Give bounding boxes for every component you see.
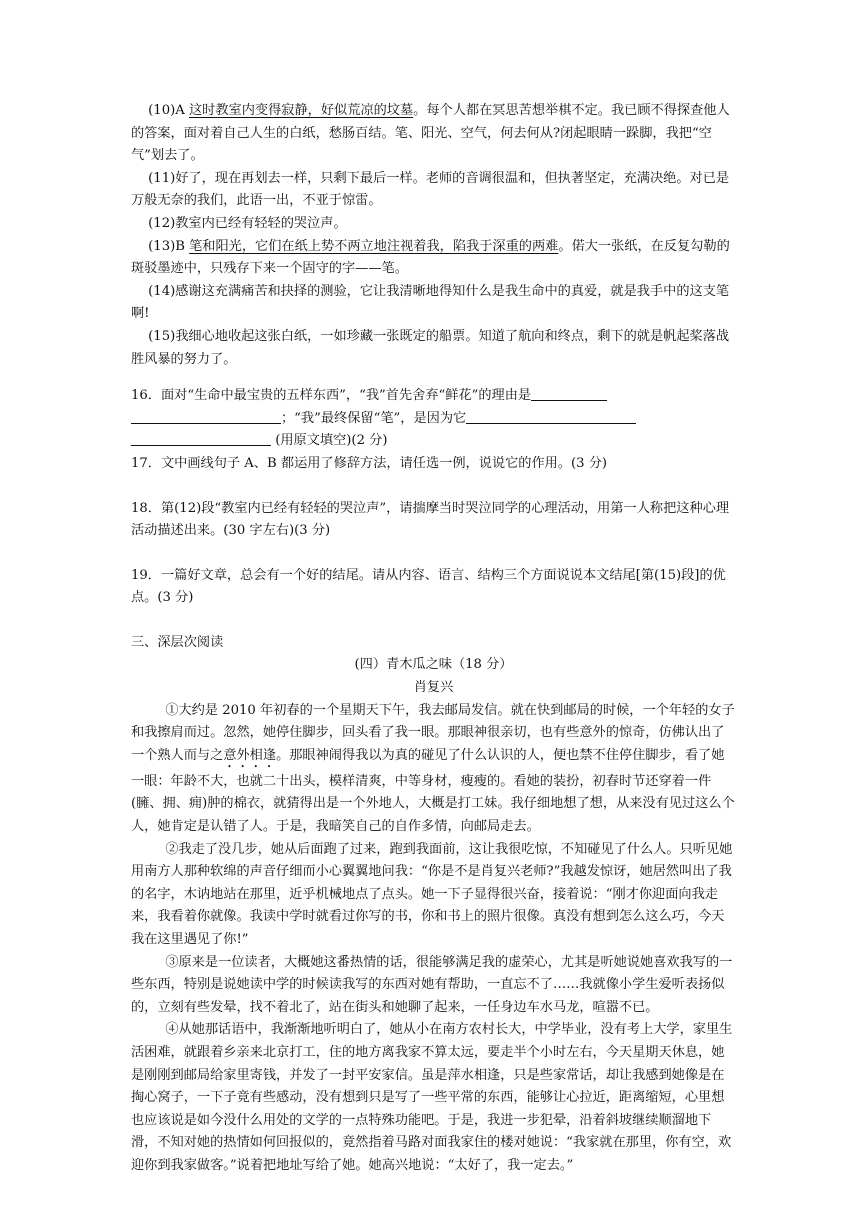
paragraph-number: (10)A bbox=[148, 103, 189, 118]
paragraph-number: (13)B bbox=[148, 238, 190, 254]
answer-blank[interactable] bbox=[466, 409, 636, 424]
article-author: 肖复兴 bbox=[413, 680, 454, 696]
paragraph-12: (12)教室内已经有轻轻的哭泣声。 bbox=[148, 215, 347, 231]
article-paragraph-1: ①大约是 2010 年初春的一个星期天下午，我去邮局发信。就在快到邮局的时候，一个年轻的女子和我擦肩而过。忽然，她停住脚步，回头看了我一眼。那眼神很亲切，也有些意外的惊奇，仿佛认出了一个熟人而与之意外相逢。那眼神闹得我以为真的碰见了什么认识的人，便也禁不住停住脚步，看了她一眼：年龄不大，也就二十出头，模样清爽，中等身材，瘦瘦的。看她的装扮，初春时节还穿着一件(臃、拥、痈)肿的棉衣，就猜得出是一个外地人，大概是打工妹。我仔细地想了想，从来没有见过这么个人，她肯定是认错了人。于是，我暗笑自己的自作多情，向邮局走去。 bbox=[131, 702, 735, 835]
paragraph-10 bbox=[131, 100, 736, 168]
paragraph-text: 。每个人都在冥思苦想举棋不定。我已顾不得探查他人的答案，面对着自己人生的白纸，愁肠百结。笔、阳光、空气，何去何从?闭起眼睛一跺脚，我把“空气”划去了。 bbox=[131, 103, 730, 164]
dotted-phrase: 意外相逢 bbox=[223, 747, 277, 763]
paragraph-11: (11)好了，现在再划去一样，只剩下最后一样。老师的音调很温和，但执著坚定，充满决绝。对已是万般无奈的我们，此语一出，不亚于惊雷。 bbox=[131, 170, 730, 209]
paragraph-13 bbox=[131, 236, 736, 281]
paragraph-14: (14)感谢这充满痛苦和抉择的测验，它让我清晰地得知什么是我生命中的真爱，就是我手中的这支笔啊! bbox=[131, 283, 730, 322]
answer-blank[interactable] bbox=[531, 386, 607, 401]
paragraph-15: (15)我细心地收起这张白纸，一如珍藏一张既定的船票。知道了航向和终点，剩下的就是帆起桨落战胜风暴的努力了。 bbox=[131, 328, 730, 367]
article-paragraph-2: ②我走了没几步，她从后面跑了过来，跑到我面前，这让我很吃惊，不知碰见了什么人。只听见她用南方人那种软绵的声音仔细而小心翼翼地问我：“你是不是肖复兴老师?”我越发惊讶，她居然叫出了我的名字，木讷地站在那里，近乎机械地点了点头。她一下子显得很兴奋，接着说：“刚才你迎面向我走来，我看着你就像。我读中学时就看过你写的书，你和书上的照片很像。真没有想到怎么这么巧，今天我在这里遇见了你!” bbox=[131, 841, 733, 947]
article-paragraph-3: ③原来是一位读者，大概她这番热情的话，很能够满足我的虚荣心，尤其是听她说她喜欢我写的一些东西，特别是说她读中学的时候读我写的东西对她有帮助，一直忘不了……我就像小学生爱听表扬似的，立刻有些发晕，找不着北了，站在街头和她聊了起来，一任身边车水马龙，喧嚣不已。 bbox=[131, 954, 733, 1015]
paragraph-text: 。偌大一张纸，在反复勾勒的斑驳墨迹中，只残存下来一个固守的字——笔。 bbox=[131, 238, 730, 277]
article-title: (四）青木瓜之味（18 分） bbox=[354, 657, 513, 673]
answer-blank[interactable] bbox=[131, 431, 271, 446]
exam-page bbox=[131, 100, 736, 1178]
question-16: 16．面对“生命中最宝贵的五样东西”，“我”首先舍弃“鲜花”的理由是 ；“我”最终保留“笔”，是因为它 (用原文填空)(2 分) bbox=[131, 385, 736, 453]
article-paragraph-4: ④从她那话语中，我渐渐地听明白了，她从小在南方农村长大，中学毕业，没有考上大学，家里生活困难，就跟着乡亲来北京打工，住的地方离我家不算太远，要走半个小时左右，今天星期天休息，她是刚刚到邮局给家里寄钱，并发了一封平安家信。虽是萍水相逢，只是些家常话，却让我感到她像是在掏心窝子，一下子竟有些感动，没有想到只是写了一些平常的东西，能够让心拉近，距离缩短，心里想也应该说是如今没什么用处的文学的一点特殊功能吧。于是，我进一步犯晕，沿着斜坡继续顺溜地下滑，不知对她的热情如何回报似的，竟然指着马路对面我家住的楼对她说：“我家就在那里，你有空，欢迎你到我家做客。”说着把地址写给了她。她高兴地说：“太好了，我一定去。” bbox=[131, 1022, 733, 1173]
section-heading: 三、深层次阅读 bbox=[131, 634, 224, 650]
underlined-sentence-a: 这时教室内变得寂静，好似荒凉的坟墓 bbox=[188, 103, 414, 118]
question-18: 18．第(12)段“教室内已经有轻轻的哭泣声”，请揣摩当时哭泣同学的心理活动，用第一人称把这种心理活动描述出来。(30 字左右)(3 分) bbox=[131, 500, 730, 539]
question-19: 19．一篇好文章，总会有一个好的结尾。请从内容、语言、结构三个方面说说本文结尾[第(15)段]的优点。(3 分) bbox=[131, 567, 726, 606]
underlined-sentence-b: 笔和阳光，它们在纸上势不两立地注视着我，陷我于深重的两难 bbox=[189, 238, 559, 254]
answer-blank[interactable] bbox=[131, 409, 281, 424]
question-17: 17．文中画线句子 A、B 都运用了修辞方法，请任选一例，说说它的作用。(3 分) bbox=[131, 455, 608, 471]
